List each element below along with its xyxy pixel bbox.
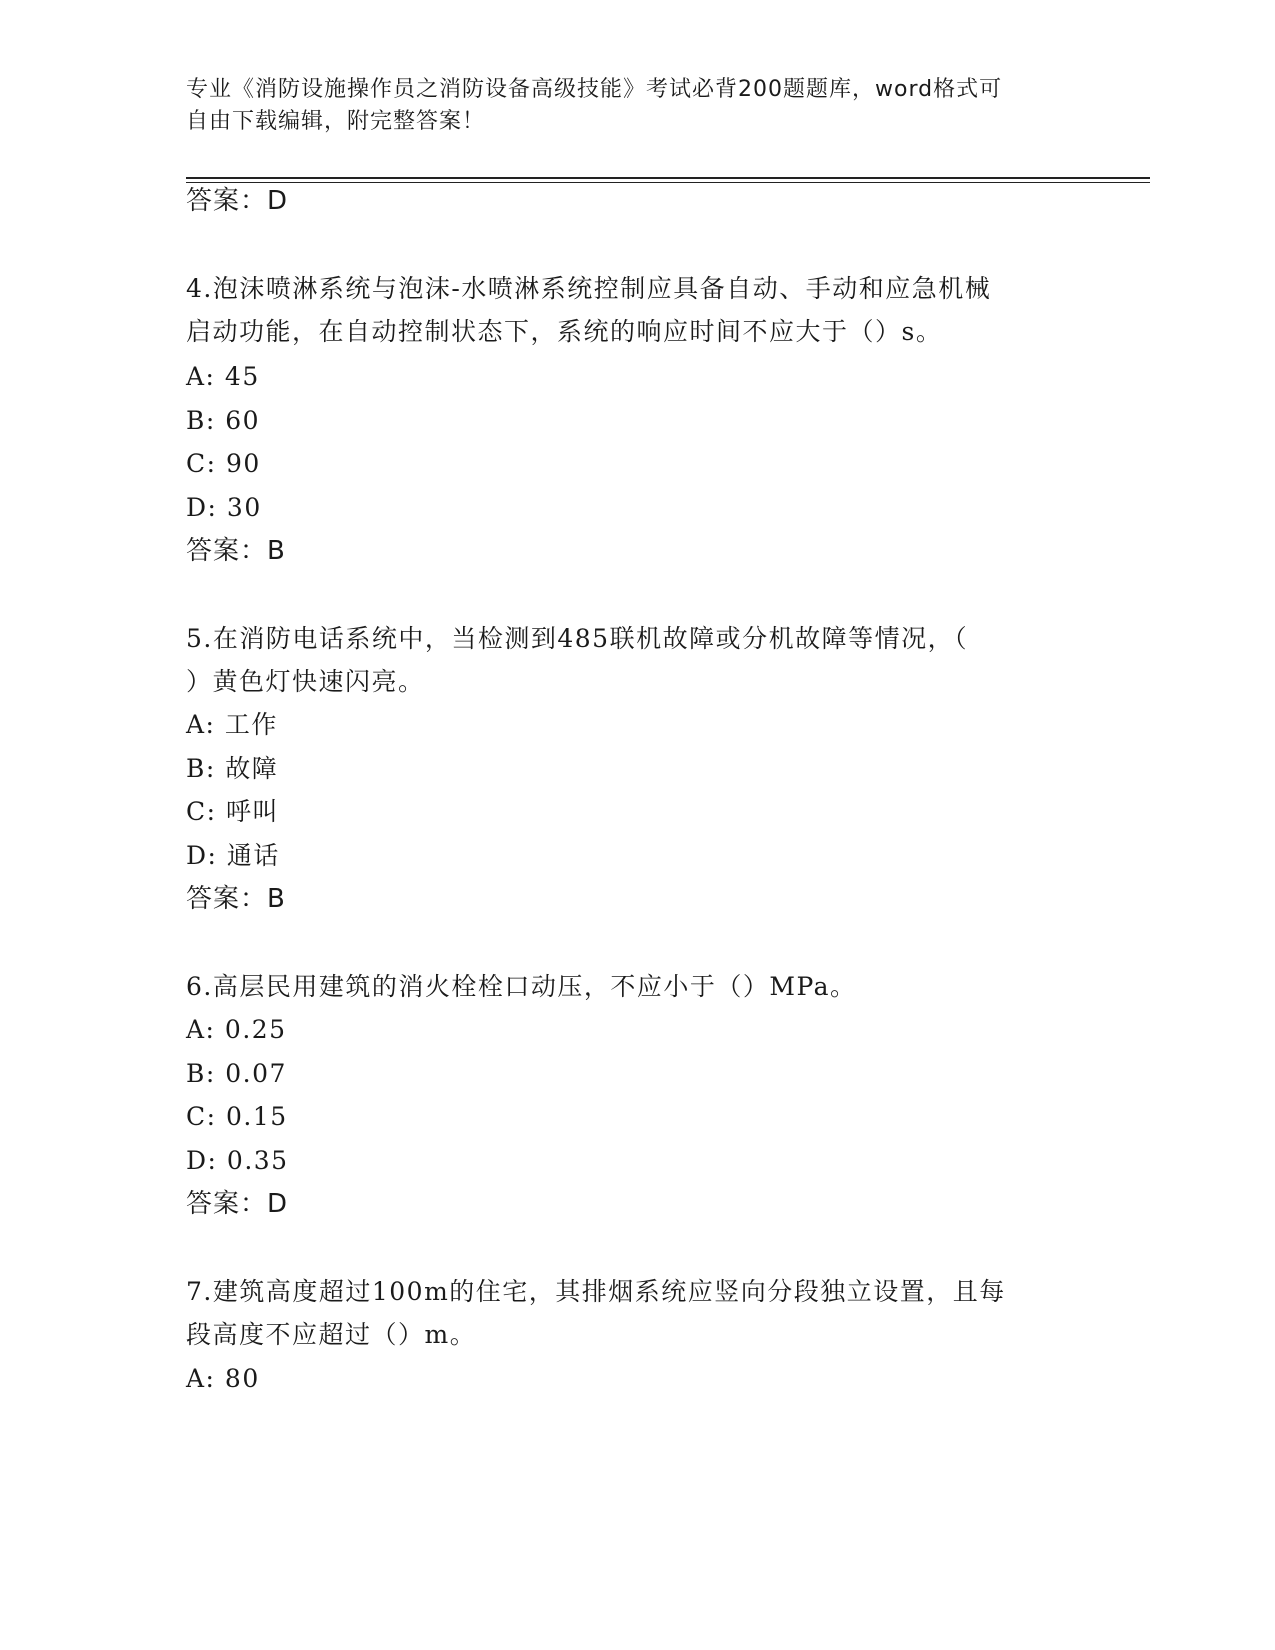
question-5-answer: 答案：B xyxy=(186,884,286,914)
header-divider-thick xyxy=(186,177,1150,179)
question-4-stem-line-2: 启动功能，在自动控制状态下，系统的响应时间不应大于（）s。 xyxy=(186,317,943,346)
question-6-option-d: D: 0.35 xyxy=(186,1146,289,1175)
question-5-option-d: D: 通话 xyxy=(186,841,280,870)
question-5-option-a: A: 工作 xyxy=(186,710,278,739)
question-5-option-b: B: 故障 xyxy=(186,754,279,783)
question-6-option-c: C: 0.15 xyxy=(186,1102,288,1131)
question-6-stem-line-1: 6.高层民用建筑的消火栓栓口动压，不应小于（）MPa。 xyxy=(186,972,857,1001)
header-line-1: 专业《消防设施操作员之消防设备高级技能》考试必背200题题库，word格式可 xyxy=(186,77,1003,102)
question-4-option-c: C: 90 xyxy=(186,449,261,478)
question-7-option-a: A: 80 xyxy=(186,1364,260,1393)
answer-line: 答案：D xyxy=(186,186,289,216)
question-6-option-b: B: 0.07 xyxy=(186,1059,287,1088)
question-5-option-c: C: 呼叫 xyxy=(186,797,279,826)
question-4-option-b: B: 60 xyxy=(186,406,261,435)
header-divider-thin xyxy=(186,182,1150,183)
header-line-2: 自由下载编辑，附完整答案！ xyxy=(186,109,486,134)
question-6-option-a: A: 0.25 xyxy=(186,1015,287,1044)
document-header xyxy=(186,74,1086,138)
question-4-answer: 答案：B xyxy=(186,536,286,566)
question-4-option-d: D: 30 xyxy=(186,493,262,522)
question-5-stem-line-1: 5.在消防电话系统中，当检测到485联机故障或分机故障等情况，（ xyxy=(186,624,969,653)
question-6-answer: 答案：D xyxy=(186,1189,289,1219)
question-4-stem-line-1: 4.泡沫喷淋系统与泡沫-水喷淋系统控制应具备自动、手动和应急机械 xyxy=(186,274,992,303)
question-5-stem-line-2: ）黄色灯快速闪亮。 xyxy=(186,667,425,696)
question-7-stem-line-1: 7.建筑高度超过100m的住宅，其排烟系统应竖向分段独立设置，且每 xyxy=(186,1277,1006,1306)
question-4-option-a: A: 45 xyxy=(186,362,260,391)
question-7-stem-line-2: 段高度不应超过（）m。 xyxy=(186,1320,477,1349)
